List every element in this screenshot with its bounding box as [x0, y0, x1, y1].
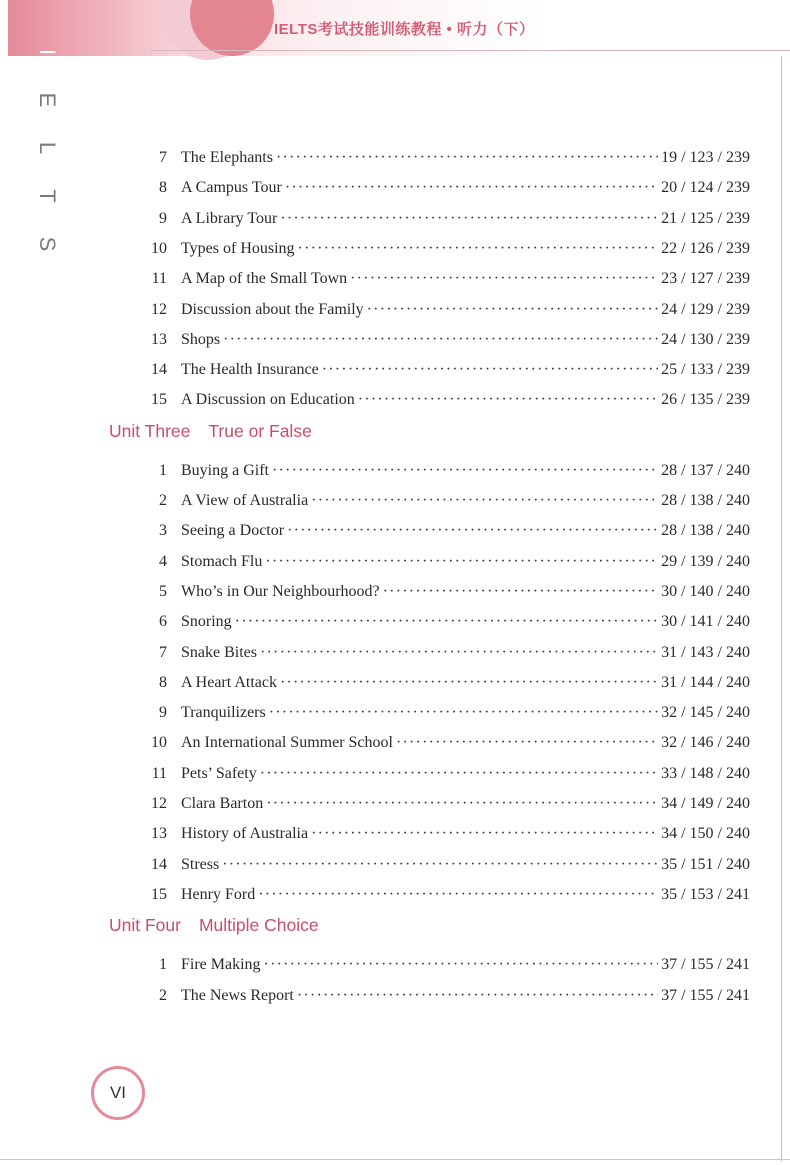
toc-entry-title: Clara Barton — [181, 795, 264, 812]
toc-entry-pages: 37 / 155 / 241 — [661, 986, 750, 1004]
toc-entry[interactable] — [140, 143, 750, 173]
unit-heading — [109, 915, 319, 939]
spine-letter: T — [35, 189, 60, 203]
toc-entry[interactable] — [140, 385, 750, 415]
toc-entry-number: 15 — [151, 885, 167, 903]
toc-entry-title: Tranquilizers — [181, 704, 266, 722]
toc-entry[interactable] — [140, 819, 750, 849]
toc-entry[interactable] — [140, 950, 750, 980]
toc-leader-dots — [383, 577, 658, 607]
toc-leader-dots — [269, 698, 658, 728]
toc-entry-title: Stomach Flu — [181, 552, 263, 570]
toc-entry-pages: 24 / 129 / 239 — [661, 300, 750, 318]
toc-entry-number: 10 — [151, 734, 167, 752]
unit-label: Unit Three — [109, 420, 191, 441]
toc-entry[interactable] — [140, 173, 750, 203]
toc-entry-number: 9 — [159, 704, 167, 722]
toc-leader-dots — [280, 668, 658, 698]
spine-letter: E — [35, 92, 60, 108]
toc-entry[interactable] — [140, 577, 750, 607]
toc-leader-dots — [222, 850, 658, 880]
toc-leader-dots — [298, 234, 659, 264]
toc-entry[interactable] — [140, 295, 750, 325]
toc-entry-number: 9 — [159, 209, 167, 227]
toc-entry-number: 1 — [159, 461, 167, 479]
toc-leader-dots — [258, 880, 658, 910]
toc-leader-dots — [285, 173, 658, 203]
toc-entry-pages: 30 / 141 / 240 — [661, 613, 750, 631]
toc-leader-dots — [350, 264, 658, 294]
toc-entry-title: Snoring — [181, 613, 232, 631]
toc-entry-title: Seeing a Doctor — [181, 522, 285, 540]
toc-entry-pages: 20 / 124 / 239 — [661, 179, 750, 197]
toc-entry-pages: 32 / 146 / 240 — [661, 734, 750, 752]
toc-leader-dots — [287, 516, 658, 546]
toc-entry-title: A Discussion on Education — [181, 391, 355, 409]
toc-entry-title: The Health Insurance — [181, 361, 319, 379]
toc-entry[interactable] — [140, 981, 750, 1011]
toc-leader-dots — [235, 607, 658, 637]
toc-entry-title: A Heart Attack — [181, 673, 277, 691]
page-number-badge — [91, 1066, 145, 1120]
toc-entry[interactable] — [140, 759, 750, 789]
spine-letter: S — [35, 236, 60, 252]
unit-heading — [109, 421, 312, 445]
toc-entry-title: Buying a Gift — [181, 461, 269, 479]
toc-entry-title: An International Summer School — [181, 734, 393, 752]
toc-leader-dots — [260, 759, 658, 789]
toc-leader-dots — [396, 728, 658, 758]
toc-entry-title: Pets’ Safety — [181, 764, 257, 782]
toc-entry-pages: 26 / 135 / 239 — [661, 391, 750, 409]
toc-leader-dots — [358, 385, 658, 415]
toc-entry-pages: 21 / 125 / 239 — [661, 209, 750, 227]
toc-entry-number: 10 — [151, 239, 167, 257]
toc-entry[interactable] — [140, 456, 750, 486]
toc-entry[interactable] — [140, 607, 750, 637]
spine-letter: L — [35, 141, 60, 155]
toc-entry-number: 7 — [159, 643, 167, 661]
toc-leader-dots — [367, 295, 658, 325]
toc-entry-pages: 29 / 139 / 240 — [661, 552, 750, 570]
toc-entry[interactable] — [140, 638, 750, 668]
toc-leader-dots — [265, 547, 658, 577]
toc-entry-pages: 23 / 127 / 239 — [661, 270, 750, 288]
toc-entry-number: 8 — [159, 673, 167, 691]
toc-leader-dots — [322, 355, 658, 385]
spine-letter: I — [35, 48, 60, 56]
toc-entry-title: Discussion about the Family — [181, 300, 364, 318]
toc-entry-title: A Campus Tour — [181, 179, 282, 197]
toc-entry-pages: 28 / 137 / 240 — [661, 461, 750, 479]
toc-entry-title: Stress — [181, 855, 220, 873]
toc-leader-dots — [266, 789, 658, 819]
toc-entry-pages: 25 / 133 / 239 — [661, 361, 750, 379]
toc-entry-pages: 35 / 151 / 240 — [661, 855, 750, 873]
toc-entry[interactable] — [140, 204, 750, 234]
toc-entry[interactable] — [140, 516, 750, 546]
toc-entry-number: 7 — [159, 149, 167, 166]
unit-topic: True or False — [208, 420, 312, 441]
toc-entry-number: 4 — [159, 552, 167, 570]
toc-leader-dots — [276, 143, 658, 173]
toc-entry-pages: 32 / 145 / 240 — [661, 704, 750, 722]
toc-entry-title: A Library Tour — [181, 209, 278, 227]
toc-entry-pages: 34 / 149 / 240 — [661, 795, 750, 812]
right-margin-rule — [781, 56, 782, 1161]
toc-entry-number: 12 — [151, 300, 167, 318]
toc-entry[interactable] — [140, 698, 750, 728]
toc-entry-number: 11 — [151, 270, 167, 288]
toc-entry-pages: 33 / 148 / 240 — [661, 764, 750, 782]
toc-entry[interactable] — [140, 850, 750, 880]
toc-entry-number: 13 — [151, 330, 167, 348]
toc-entry[interactable] — [140, 880, 750, 910]
toc-leader-dots — [311, 486, 658, 516]
toc-entry-pages: 35 / 153 / 241 — [661, 885, 750, 903]
toc-leader-dots — [260, 638, 658, 668]
toc-entry-title: A Map of the Small Town — [181, 270, 348, 288]
toc-entry-number: 3 — [159, 522, 167, 540]
toc-entry[interactable] — [140, 264, 750, 294]
toc-entry-number: 1 — [159, 956, 167, 974]
page-number: VI — [109, 1083, 127, 1102]
toc-entry-title: The News Report — [181, 986, 294, 1004]
unit-topic: Multiple Choice — [198, 915, 319, 936]
toc-entry-number: 11 — [151, 764, 167, 782]
toc-entry-number: 6 — [159, 613, 167, 631]
toc-entry-title: Fire Making — [181, 956, 261, 974]
toc-entry-pages: 28 / 138 / 240 — [661, 522, 750, 540]
header-rule — [150, 50, 790, 51]
bottom-margin-rule — [0, 1159, 790, 1160]
toc-entry[interactable] — [140, 355, 750, 385]
unit-label: Unit Four — [109, 915, 181, 936]
toc-entry-title: Who’s in Our Neighbourhood? — [181, 582, 380, 600]
toc-leader-dots — [297, 981, 658, 1011]
running-header-title: IELTS考试技能训练教程 • 听力（下） — [274, 21, 535, 38]
toc-entry-title: The Elephants — [181, 149, 273, 166]
toc-entry-pages: 31 / 144 / 240 — [661, 673, 750, 691]
toc-entry-title: Henry Ford — [181, 885, 256, 903]
toc-entry-pages: 37 / 155 / 241 — [661, 956, 750, 974]
toc-entry-number: 14 — [151, 361, 167, 379]
toc-entry-title: Shops — [181, 330, 221, 348]
toc-leader-dots — [223, 325, 658, 355]
toc-entry[interactable] — [140, 547, 750, 577]
toc-entry-number: 14 — [151, 855, 167, 873]
toc-entry-number: 8 — [159, 179, 167, 197]
toc-leader-dots — [272, 456, 658, 486]
toc-entry-pages: 19 / 123 / 239 — [661, 149, 750, 166]
toc-leader-dots — [264, 950, 659, 980]
toc-entry[interactable] — [140, 486, 750, 516]
toc-entry[interactable] — [140, 234, 750, 264]
toc-entry-number: 5 — [159, 582, 167, 600]
toc-entry-title: A View of Australia — [181, 492, 309, 509]
toc-entry[interactable] — [140, 325, 750, 355]
toc-entry-number: 13 — [151, 825, 167, 843]
toc-entry-pages: 31 / 143 / 240 — [661, 643, 750, 661]
toc-entry-number: 12 — [151, 795, 167, 812]
toc-entry-pages: 30 / 140 / 240 — [661, 582, 750, 600]
toc-entry-number: 2 — [159, 492, 167, 509]
toc-entry-pages: 24 / 130 / 239 — [661, 330, 750, 348]
toc-entry-number: 15 — [151, 391, 167, 409]
toc-entry-title: Types of Housing — [181, 239, 295, 257]
toc-entry-pages: 34 / 150 / 240 — [661, 825, 750, 843]
spine-ielts-letters — [36, 28, 58, 268]
toc-entry-pages: 22 / 126 / 239 — [661, 239, 750, 257]
toc-entry-pages: 28 / 138 / 240 — [661, 492, 750, 509]
toc-entry-title: History of Australia — [181, 825, 309, 843]
toc-leader-dots — [280, 204, 658, 234]
toc-entry[interactable] — [140, 668, 750, 698]
toc-entry[interactable] — [140, 789, 750, 819]
toc-leader-dots — [311, 819, 658, 849]
toc-entry-number: 2 — [159, 986, 167, 1004]
toc-entry[interactable] — [140, 728, 750, 758]
toc-entry-title: Snake Bites — [181, 643, 257, 661]
